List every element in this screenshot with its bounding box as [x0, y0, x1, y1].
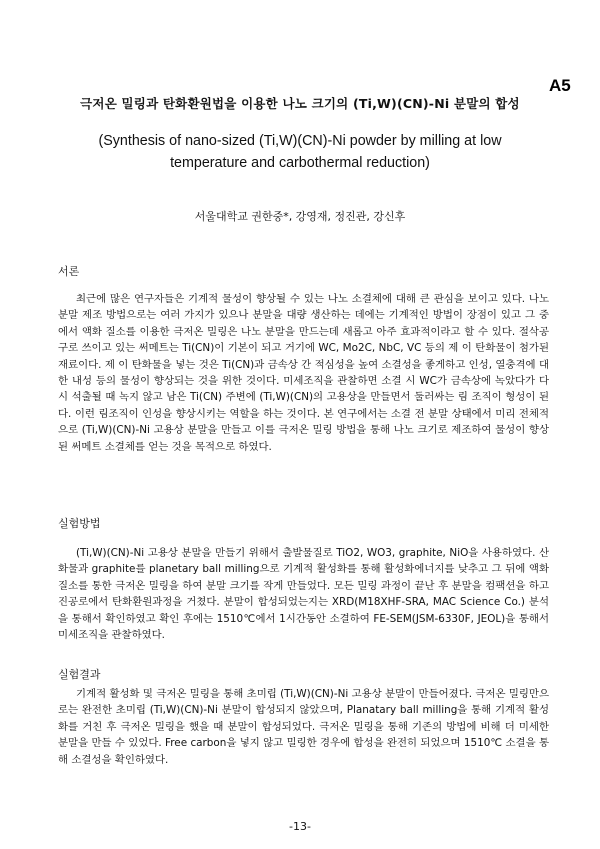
intro-paragraph [58, 291, 549, 455]
intro-body: 최근에 많은 연구자들은 기계적 물성이 향상될 수 있는 나노 소결체에 대해 큰 관심을 보이고 있다. 나노 분말 제조 방법으로는 여러 가지가 있으나 분말을 대량 생산하는 데에는 기계적인 방법이 장점이 있고 그 중에서 액화 질소를 이용한 극저온 밀링은 나노 분말을 만드는데 새롭고 아주 효과적이라고 할 수 있다. 절삭공구로 쓰이고 있는 써메트는 Ti(CN)이 기본이 되고 거기에 WC, Mo2C, NbC, VC 등의 제 이 탄화물이 첨가된 재료이다. 제 이 탄화물을 넣는 것은 Ti(CN)과 금속상 간 적심성을 높여 소결성을 좋게하고 인성, 열충격에 대한 내성 등의 물성이 향상되는 것을 위한 것이다. 미세조직을 관찰하면 소결 시 WC가 금속상에 녹았다가 다시 석출될 때 녹지 않고 남은 Ti(CN) 주변에 (Ti,W)(CN)의 고용상을 만들면서 둘러싸는 림 조직이 형성이 된다. 이런 림조직이 인성을 향상시키는 역할을 하는 것이다. 본 연구에서는 소결 전 분말 상태에서 미리 전체적으로 (Ti,W)(CN)-Ni 고용상 분말을 만들고 이를 극저온 밀링 방법을 통해 나노 크기로 제조하여 물성이 향상된 써메트 소결체를 얻는 것을 목적으로 하였다. [58, 293, 549, 453]
korean-title: 극저온 밀링과 탄화환원법을 이용한 나노 크기의 (Ti,W)(CN)-Ni 분말의 합성 [80, 96, 520, 111]
english-title [60, 130, 540, 174]
author-list: 서울대학교 권한중*, 강영재, 정진관, 강신후 [194, 210, 406, 223]
results-body: 기계적 활성화 및 극저온 밀링을 통해 초미립 (Ti,W)(CN)-Ni 고용상 분말이 만들어졌다. 극저온 밀링만으로는 완전한 초미립 (Ti,W)(CN)-Ni 분말이 합성되지 않았으며, Planatary ball milling을 통해 기계적 활성화를 거친 후 극저온 밀링을 했을 때 분말이 합성되었다. 극저온 밀링을 통해 기존의 방법에 비해 더 미세한 분말을 만들 수 있었다. Free carbon을 넣지 않고 밀링한 경우에 합성을 완전히 되었으며 1510℃ 소결을 통해 소결성을 확인하였다. [58, 688, 549, 766]
section-tag: A5 [549, 76, 571, 95]
results-paragraph [58, 686, 549, 768]
results-heading: 실험결과 [58, 668, 101, 681]
method-heading: 실험방법 [58, 517, 101, 530]
english-title-line-1: (Synthesis of nano-sized (Ti,W)(CN)-Ni powder by milling at low [98, 133, 502, 149]
intro-heading: 서론 [58, 265, 80, 278]
page-number: -13- [289, 820, 311, 833]
method-paragraph [58, 545, 549, 643]
english-title-line-2: temperature and carbothermal reduction) [170, 155, 430, 171]
method-body: (Ti,W)(CN)-Ni 고용상 분말을 만들기 위해서 출발물질로 TiO2, WO3, graphite, NiO을 사용하였다. 산화물과 graphite를 planetary ball milling으로 기계적 활성화를 통해 활성화에너지를 낮추고 그 뒤에 액화질소를 통한 극저온 밀링을 하여 분말 크기를 작게 만들었다. 모든 밀링 과정이 끝난 후 분말을 컴팩션을 하고 진공로에서 탄화환원과정을 거쳤다. 분말이 합성되었는지는 XRD(M18XHF-SRA, MAC Science Co.) 분석을 통해서 확인하였고 확인 후에는 1510℃에서 1시간동안 소결하여 FE-SEM(JSM-6330F, JEOL)을 통해서 미세조직을 관찰하였다. [58, 547, 549, 642]
